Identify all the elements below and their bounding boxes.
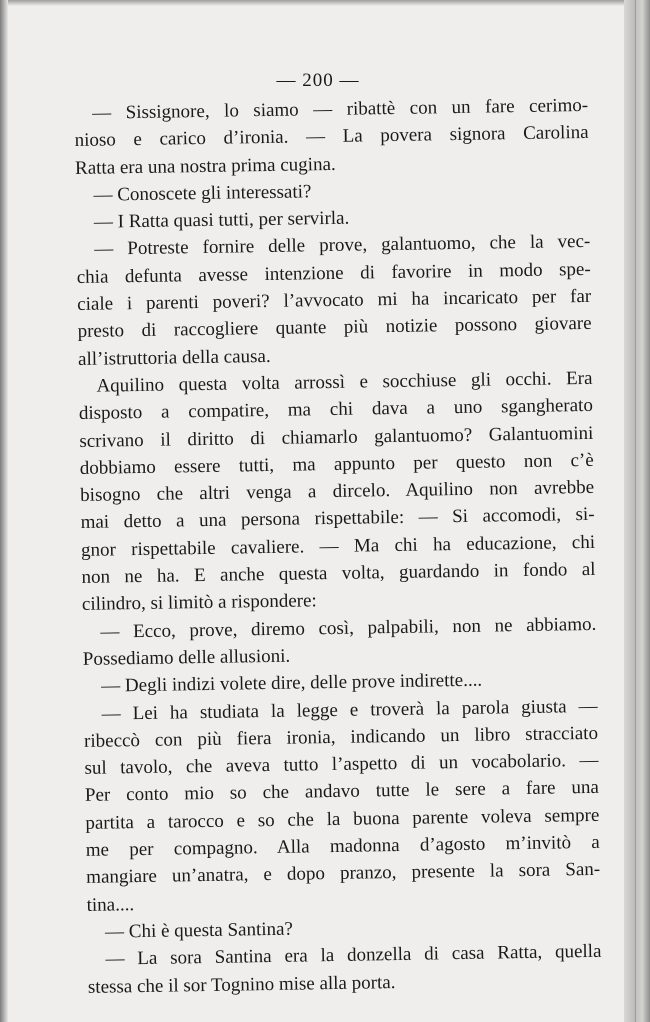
text-line: Possediamo delle allusioni. — [82, 645, 291, 670]
text-line: chia defunta avesse intenzione di favorire in modo spe- — [76, 258, 591, 288]
body-text — [74, 92, 602, 1001]
page-number: — 200 — — [276, 70, 360, 91]
text-line: bisogno che altri venga a dircelo. Aquilino non avrebbe — [80, 477, 595, 507]
text-line: mangiare un’anatra, e dopo pranzo, presente la sora San- — [86, 859, 601, 889]
text-line: — La sora Santina era la donzella di casa Ratta, quella — [105, 941, 602, 970]
text-line: me per compagno. Alla madonna d’agosto m’invitò a — [85, 831, 600, 861]
text-line: sul tavolo, che aveva tutto l’aspetto di un vocabolario. — — [84, 749, 599, 780]
text-line: — Conoscete gli interessati? — [93, 181, 312, 206]
text-line: nioso e carico d’ironia. — La povera signora Carolina — [74, 122, 589, 152]
text-line: dobbiamo essere tutti, ma appunto per questo non c’è — [79, 449, 594, 479]
text-line: tina.... — [86, 893, 135, 916]
text-line: mai detto a una persona rispettabile: — Si accomodi, si- — [80, 504, 595, 534]
text-line: disposto a compatire, ma chi dava a uno sgangherato — [78, 395, 594, 425]
page-right-fold-line — [635, 0, 636, 1022]
text-line: non ne ha. E anche questa volta, guardando in fondo al — [81, 558, 596, 588]
page-right-edge — [624, 0, 650, 1022]
text-line: Per conto mio so che andavo tutte le sere a fare una — [84, 777, 600, 807]
text-line: stessa che il sor Tognino mise alla porta. — [87, 971, 396, 998]
text-line: — Potreste fornire delle prove, galantuomo, che la vec- — [94, 231, 591, 261]
text-line: ciale i parenti poveri? l’avvocato mi ha incaricato per far — [77, 285, 592, 316]
text-line: — Sissignore, lo siamo — ribattè con un fare cerimo- — [92, 94, 589, 124]
text-line: gnor rispettabile cavaliere. — Ma chi ha educazione, chi — [80, 531, 596, 561]
page-left-edge — [0, 0, 8, 1022]
text-line: — I Ratta quasi tutti, per servirla. — [93, 207, 350, 233]
text-line: partita a tarocco e so che la buona parente voleva sempre — [85, 804, 600, 834]
text-line: Aquilino questa volta arrossì e socchiuse gli occhi. Era — [96, 367, 593, 397]
text-line: — Ecco, prove, diremo così, palpabili, non ne abbiamo. — [100, 613, 597, 643]
text-line: all’istruttoria della causa. — [77, 345, 271, 370]
text-line: presto di raccogliere quante più notizie possono giovare — [77, 313, 592, 343]
text-line: ribeccò con più fiera ironia, indicando un libro stracciato — [83, 722, 599, 752]
text-line: scrivano il diritto di chiamarlo galantuomo? Galantuomini — [79, 422, 594, 452]
text-line: — Lei ha studiata la legge e troverà la parola giusta — — [101, 695, 598, 725]
text-line: — Chi è questa Santina? — [104, 918, 294, 943]
text-line: — Degli indizi volete dire, delle prove indirette.... — [101, 669, 483, 697]
text-line: cilindro, si limitò a rispondere: — [81, 590, 317, 616]
text-line: Ratta era una nostra prima cugina. — [74, 153, 336, 179]
page-top-shadow — [0, 0, 650, 6]
